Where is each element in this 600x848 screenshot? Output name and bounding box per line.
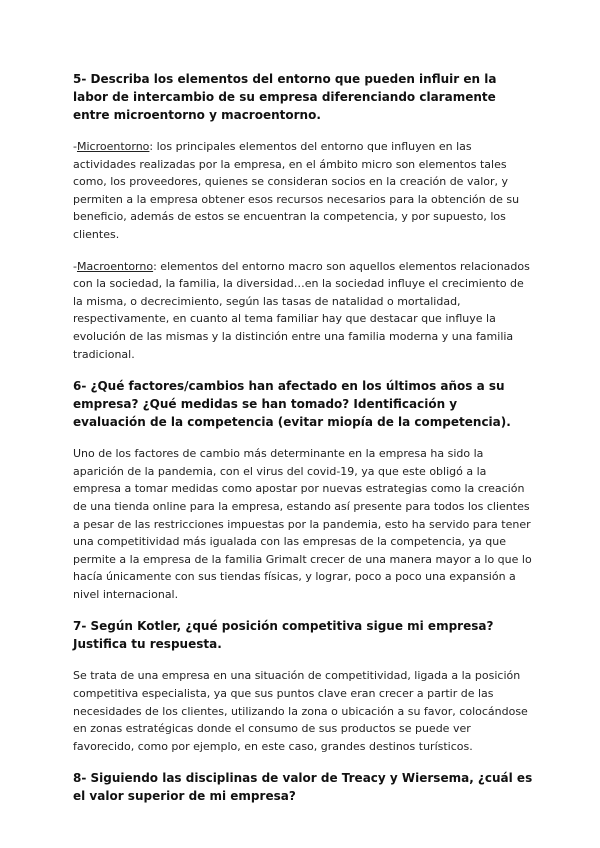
question-6-answer: Uno de los factores de cambio más determinante en la empresa ha sido la aparición de la pandemia, con el virus del covid-19, ya que este obligó a la empresa a tomar medidas como apostar por nuevas estrategias como la creación de una tienda online para la empresa, estando así presente para todos los clientes a pesar de las restricciones impuestas por la pandemia, esto ha servido para tener una competitividad más igualada con las empresas de la competencia, ya que permite a la empresa de la familia Grimalt crecer de una manera mayor a lo que lo hacía únicamente con sus tiendas físicas, y lograr, poco a poco una expansión a nivel internacional.: [73, 447, 532, 601]
question-6-heading: 6- ¿Qué factores/cambios han afectado en los últimos años a su empresa? ¿Qué medidas se han tomado? Identificación y evaluación de la competencia (evitar miopía de la competencia).: [73, 379, 511, 430]
macroentorno-term: Macroentorno: [76, 259, 154, 273]
document-body: [73, 70, 533, 819]
question-7-answer: Se trata de una empresa en una situación de competitividad, ligada a la posición competitiva especialista, ya que sus puntos clave eran crecer a partir de las necesidades de los clientes, utilizando la zona o ubicación a su favor, colocándose en zonas estratégicas donde el consumo de sus productos se puede ver favorecido, como por ejemplo, en este caso, grandes destinos turísticos.: [73, 669, 528, 753]
question-5-heading: 5- Describa los elementos del entorno que pueden influir en la labor de intercambio de su empresa diferenciando claramente entre microentorno y macroentorno.: [73, 72, 497, 122]
question-8-heading: 8- Siguiendo las disciplinas de valor de Treacy y Wiersema, ¿cuál es el valor superior de mi empresa?: [73, 771, 533, 804]
microentorno-term: Microentorno: [76, 140, 150, 153]
macroentorno-paragraph: [73, 258, 533, 364]
microentorno-text: : los principales elementos del entorno que influyen en las actividades realizadas por la empresa, en el ámbito micro son elementos tales como, los proveedores, quienes se consideran socios en la creación de valor, y permiten a la empresa obtener esos recursos necesarios para la obtención de su beneficio, además de estos se encuentran la competencia, y por supuesto, los clientes.: [73, 140, 520, 241]
microentorno-dash: -: [73, 140, 77, 153]
microentorno-paragraph: [73, 138, 533, 244]
macroentorno-text: : elementos del entorno macro son aquellos elementos relacionados con la sociedad, la familia, la diversidad…en la sociedad influye el crecimiento de la misma, o decrecimiento, según las tasas de natalidad o mortalidad, respectivamente, en cuanto al tema familiar hay que destacar que influye la evolución de las mismas y la distinción entre una familia moderna y una familia tradicional.: [73, 259, 530, 361]
macroentorno-dash: -: [73, 259, 77, 273]
question-7-heading: 7- Según Kotler, ¿qué posición competitiva sigue mi empresa? Justifica tu respuesta.: [73, 619, 494, 652]
